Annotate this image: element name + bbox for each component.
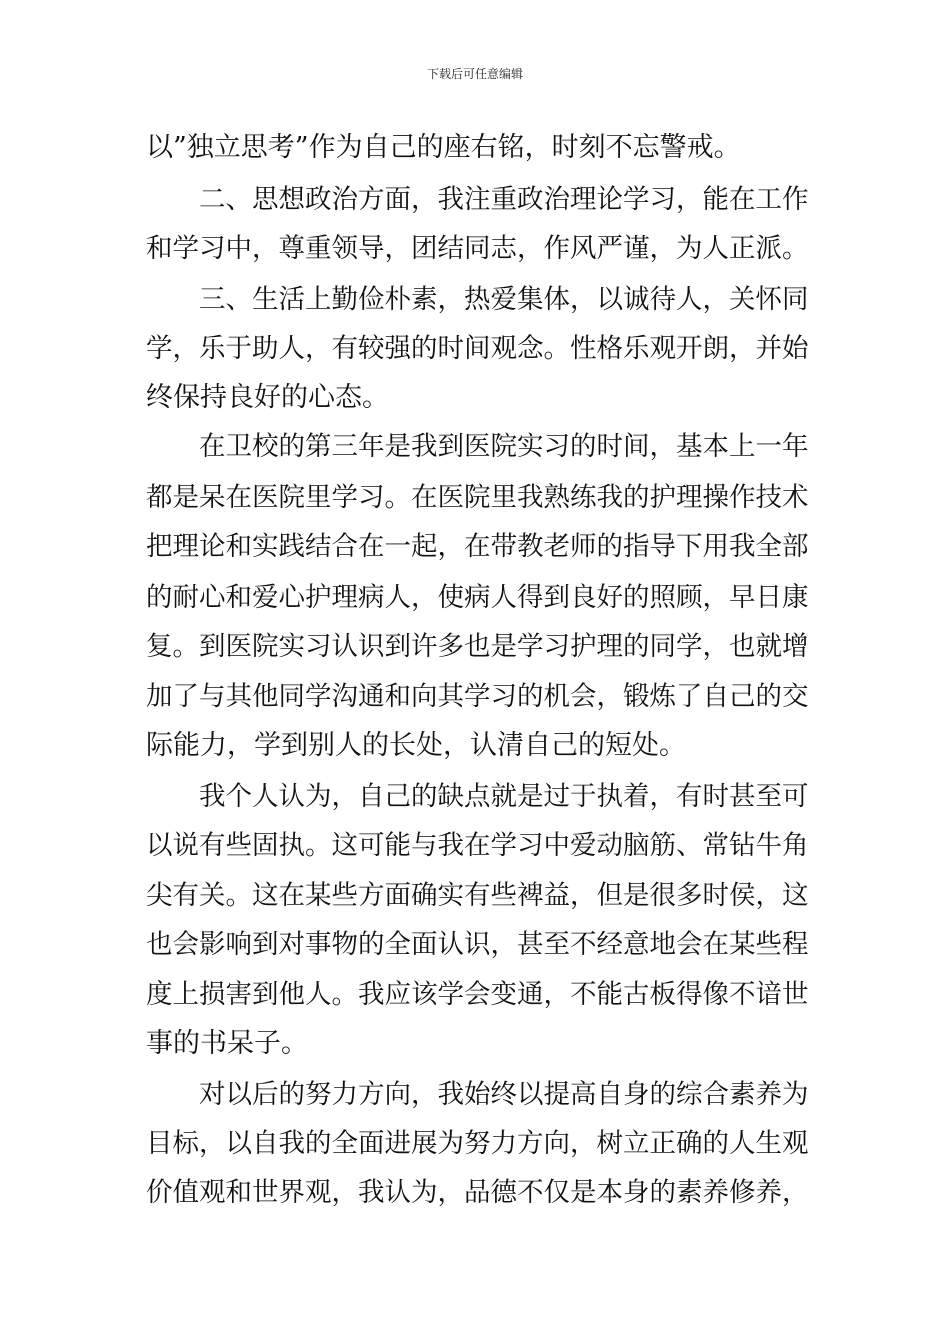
text-line: 际能力，学到别人的长处，认清自己的短处。	[146, 730, 686, 761]
text-line: 也会影响到对事物的全面认识，甚至不经意地会在某些程	[146, 929, 809, 960]
text-line: 的耐心和爱心护理病人，使病人得到良好的照顾，早日康	[146, 582, 809, 613]
text-line: 以说有些固执。这可能与我在学习中爱动脑筋、常钻牛角	[146, 830, 809, 861]
text-line: 和学习中，尊重领导，团结同志，作风严谨，为人正派。	[146, 233, 809, 264]
text-line: 复。到医院实习认识到许多也是学习护理的同学，也就增	[146, 631, 809, 662]
text-line: 度上损害到他人。我应该学会变通，不能古板得像不谙世	[146, 979, 809, 1010]
text-line: 在卫校的第三年是我到医院实习的时间，基本上一年	[199, 431, 809, 462]
text-line: 我个人认为，自己的缺点就是过于执着，有时甚至可	[199, 781, 809, 812]
text-line: 以”独立思考”作为自己的座右铭，时刻不忘警戒。	[146, 132, 741, 163]
text-line: 加了与其他同学沟通和向其学习的机会，锻炼了自己的交	[146, 681, 809, 712]
text-line: 目标，以自我的全面进展为努力方向，树立正确的人生观	[146, 1128, 809, 1159]
text-line: 把理论和实践结合在一起，在带教老师的指导下用我全部	[146, 531, 809, 562]
text-line: 二、思想政治方面，我注重政治理论学习，能在工作	[199, 184, 809, 215]
text-line: 对以后的努力方向，我始终以提高自身的综合素养为	[199, 1079, 809, 1110]
text-line: 终保持良好的心态。	[146, 382, 389, 413]
text-line: 尖有关。这在某些方面确实有些裨益，但是很多时侯，这	[146, 880, 809, 911]
text-line: 事的书呆子。	[146, 1028, 308, 1059]
text-line: 三、生活上勤俭朴素，热爱集体，以诚待人，关怀同	[199, 284, 809, 315]
text-line: 都是呆在医院里学习。在医院里我熟练我的护理操作技术	[146, 482, 809, 513]
page-header: 下载后可任意编辑	[426, 67, 523, 81]
text-line: 价值观和世界观，我认为，品德不仅是本身的素养修养，	[146, 1177, 809, 1208]
text-line: 学，乐于助人，有较强的时间观念。性格乐观开朗，并始	[146, 333, 809, 364]
